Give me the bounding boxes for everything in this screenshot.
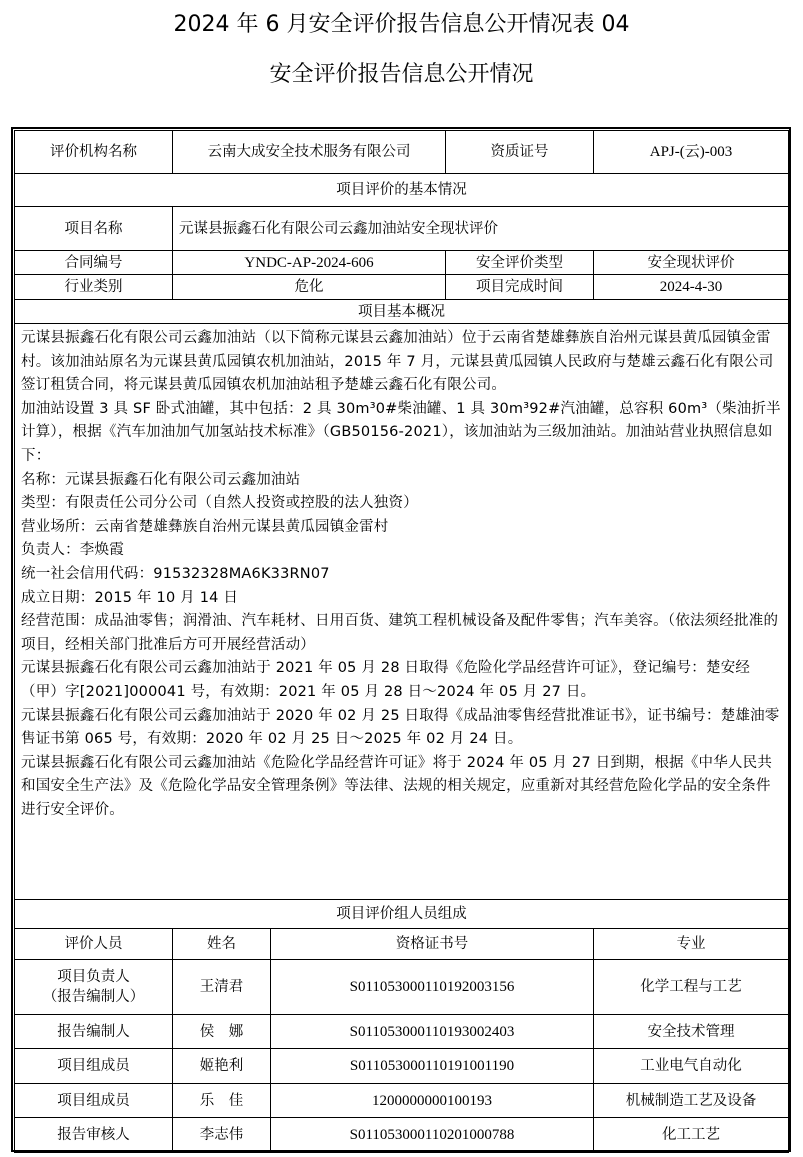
overview-paragraph: 元谋县振鑫石化有限公司云鑫加油站于 2020 年 02 月 25 日取得《成品油零售经营批准证书》，证书编号：楚雄油零售证书第 065 号，有效期：2020 年 02 月 25 日～2025 年 02 月 24 日。 bbox=[21, 707, 780, 748]
team-major: 机械制造工艺及设备 bbox=[594, 1084, 789, 1118]
team-cert-number: S011053000110191001190 bbox=[271, 1049, 594, 1084]
document-subtitle: 安全评价报告信息公开情况 bbox=[269, 62, 534, 87]
team-role: 项目组成员 bbox=[15, 1084, 173, 1118]
overview-paragraph: 营业场所：云南省楚雄彝族自治州元谋县黄瓜园镇金雷村 bbox=[21, 518, 389, 535]
team-row bbox=[15, 1118, 789, 1153]
disclosure-table bbox=[14, 130, 789, 1153]
team-cert-number: S011053000110192003156 bbox=[271, 960, 594, 1015]
overview-paragraph: 负责人：李焕霞 bbox=[21, 542, 124, 559]
team-row bbox=[15, 1084, 789, 1118]
team-row bbox=[15, 1015, 789, 1049]
team-major: 化工工艺 bbox=[594, 1118, 789, 1153]
overview-paragraph: 元谋县振鑫石化有限公司云鑫加油站于 2021 年 05 月 28 日取得《危险化学品经营许可证》，登记编号：楚安经（甲）字[2021]000041 号，有效期：2021 年 05 月 28 日～2024 年 05 月 27 日。 bbox=[21, 660, 751, 700]
team-section-title: 项目评价组人员组成 bbox=[15, 900, 789, 929]
team-major: 安全技术管理 bbox=[594, 1015, 789, 1049]
team-major: 化学工程与工艺 bbox=[594, 960, 789, 1015]
team-major: 工业电气自动化 bbox=[594, 1049, 789, 1084]
team-role-line1: 项目负责人 bbox=[57, 969, 130, 985]
contract-value: YNDC-AP-2024-606 bbox=[173, 251, 446, 275]
team-row bbox=[15, 1049, 789, 1084]
team-header-row bbox=[15, 929, 789, 960]
team-role: 报告编制人 bbox=[15, 1015, 173, 1049]
overview-paragraph: 加油站设置 3 具 SF 卧式油罐，其中包括：2 具 30m³0#柴油罐、1 具 30m³92#汽油罐，总容积 60m³（柴油折半计算），根据《汽车加油加气加氢站技术标准》（GB50156-2021），该加油站为三级加油站。加油站营业执照信息如下： bbox=[21, 400, 781, 464]
project-name-value: 元谋县振鑫石化有限公司云鑫加油站安全现状评价 bbox=[173, 207, 789, 251]
team-cert-number: S011053000110193002403 bbox=[271, 1015, 594, 1049]
cert-value: APJ-(云)-003 bbox=[594, 131, 789, 174]
team-cert-number: 1200000000100193 bbox=[271, 1084, 594, 1118]
overview-section-title: 项目基本概况 bbox=[15, 300, 789, 324]
industry-row bbox=[15, 275, 789, 300]
document-title: 2024 年 6 月安全评价报告信息公开情况表 04 bbox=[173, 12, 630, 37]
team-role: 项目组成员 bbox=[15, 1049, 173, 1084]
contract-row bbox=[15, 251, 789, 275]
industry-value: 危化 bbox=[173, 275, 446, 300]
contract-label: 合同编号 bbox=[15, 251, 173, 275]
project-name-row bbox=[15, 207, 789, 251]
team-header-role: 评价人员 bbox=[15, 929, 173, 960]
eval-type-label: 安全评价类型 bbox=[446, 251, 594, 275]
team-role bbox=[15, 960, 173, 1015]
project-name-label: 项目名称 bbox=[15, 207, 173, 251]
overview-paragraph: 名称：元谋县振鑫石化有限公司云鑫加油站 bbox=[21, 471, 301, 488]
team-header-cert: 资格证书号 bbox=[271, 929, 594, 960]
basic-section-title: 项目评价的基本情况 bbox=[15, 174, 789, 207]
team-cert-number: S011053000110201000788 bbox=[271, 1118, 594, 1153]
overview-paragraph: 类型：有限责任公司分公司（自然人投资或控股的法人独资） bbox=[21, 495, 418, 512]
team-member-name: 王清君 bbox=[173, 960, 271, 1015]
eval-type-value: 安全现状评价 bbox=[594, 251, 789, 275]
team-role: 报告审核人 bbox=[15, 1118, 173, 1153]
team-member-name: 姬艳利 bbox=[173, 1049, 271, 1084]
org-row bbox=[15, 131, 789, 174]
org-name: 云南大成安全技术服务有限公司 bbox=[173, 131, 446, 174]
overview-paragraph: 元谋县振鑫石化有限公司云鑫加油站《危险化学品经营许可证》将于 2024 年 05 月 27 日到期，根据《中华人民共和国安全生产法》及《危险化学品安全管理条例》等法律、法规的相关规定，应重新对其经营危险化学品的安全条件进行安全评价。 bbox=[21, 754, 773, 818]
finish-label: 项目完成时间 bbox=[446, 275, 594, 300]
team-member-name: 侯 娜 bbox=[173, 1015, 271, 1049]
overview-paragraph: 元谋县振鑫石化有限公司云鑫加油站（以下简称元谋县云鑫加油站）位于云南省楚雄彝族自治州元谋县黄瓜园镇金雷村。该加油站原名为元谋县黄瓜园镇农机加油站，2015 年 7 月，元谋县黄瓜园镇人民政府与楚雄云鑫石化有限公司签订租赁合同，将元谋县黄瓜园镇农机加油站租予楚雄云鑫石化有限公司。 bbox=[21, 330, 774, 394]
team-member-name: 李志伟 bbox=[173, 1118, 271, 1153]
overview-paragraph: 经营范围：成品油零售；润滑油、汽车耗材、日用百货、建筑工程机械设备及配件零售；汽车美容。（依法须经批准的项目，经相关部门批准后方可开展经营活动） bbox=[21, 613, 779, 653]
industry-label: 行业类别 bbox=[15, 275, 173, 300]
org-label: 评价机构名称 bbox=[15, 131, 173, 174]
team-row bbox=[15, 960, 789, 1015]
overview-content bbox=[15, 324, 789, 900]
cert-label: 资质证号 bbox=[446, 131, 594, 174]
team-member-name: 乐 佳 bbox=[173, 1084, 271, 1118]
team-header-major: 专业 bbox=[594, 929, 789, 960]
team-header-name: 姓名 bbox=[173, 929, 271, 960]
overview-paragraph: 统一社会信用代码：91532328MA6K33RN07 bbox=[21, 565, 330, 582]
team-role-line2: （报告编制人） bbox=[42, 989, 145, 1005]
finish-value: 2024-4-30 bbox=[594, 275, 789, 300]
overview-paragraph: 成立日期：2015 年 10 月 14 日 bbox=[21, 589, 239, 606]
